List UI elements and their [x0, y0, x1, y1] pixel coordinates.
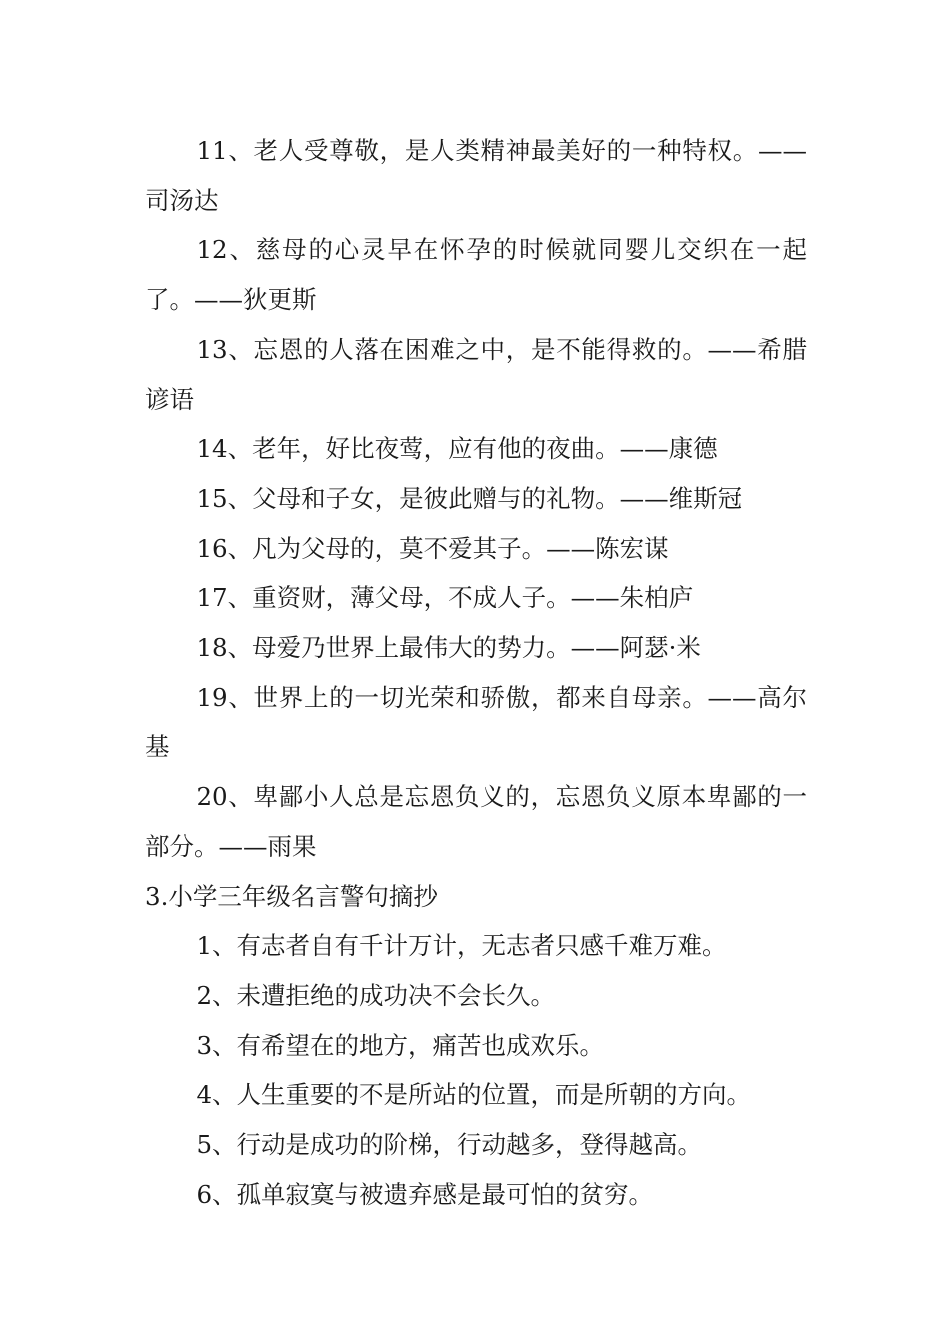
quote-11: 11、老人受尊敬，是人类精神最美好的一种特权。——司汤达: [145, 136, 807, 215]
quote-12: 12、慈母的心灵早在怀孕的时候就同婴儿交织在一起了。——狄更斯: [145, 235, 807, 315]
section-heading: 3.小学三年级名言警句摘抄: [145, 881, 438, 911]
maxim-3: 3、有希望在的地方，痛苦也成欢乐。: [196, 1030, 605, 1060]
quote-19: 19、世界上的一切光荣和骄傲，都来自母亲。——高尔基: [145, 682, 807, 762]
quote-16: 16、凡为父母的，莫不爱其子。——陈宏谋: [196, 533, 669, 563]
maxim-1: 1、有志者自有千计万计，无志者只感千难万难。: [196, 931, 727, 961]
quote-18: 18、母爱乃世界上最伟大的势力。——阿瑟·米: [196, 633, 701, 663]
quote-20: 20、卑鄙小人总是忘恩负义的，忘恩负义原本卑鄙的一部分。——雨果: [145, 782, 807, 861]
document-page: [145, 126, 807, 1219]
quote-13: 13、忘恩的人落在困难之中，是不能得救的。——希腊谚语: [145, 334, 807, 414]
maxim-4: 4、人生重要的不是所站的位置，而是所朝的方向。: [196, 1080, 752, 1110]
maxim-5: 5、行动是成功的阶梯，行动越多，登得越高。: [196, 1130, 703, 1160]
quote-17: 17、重资财，薄父母，不成人子。——朱柏庐: [196, 583, 694, 613]
quote-15: 15、父母和子女，是彼此赠与的礼物。——维斯冠: [196, 483, 743, 513]
quote-14: 14、老年，好比夜莺，应有他的夜曲。——康德: [196, 434, 718, 464]
maxim-6: 6、孤单寂寞与被遗弃感是最可怕的贫穷。: [196, 1179, 654, 1209]
maxim-2: 2、未遭拒绝的成功决不会长久。: [196, 980, 556, 1010]
